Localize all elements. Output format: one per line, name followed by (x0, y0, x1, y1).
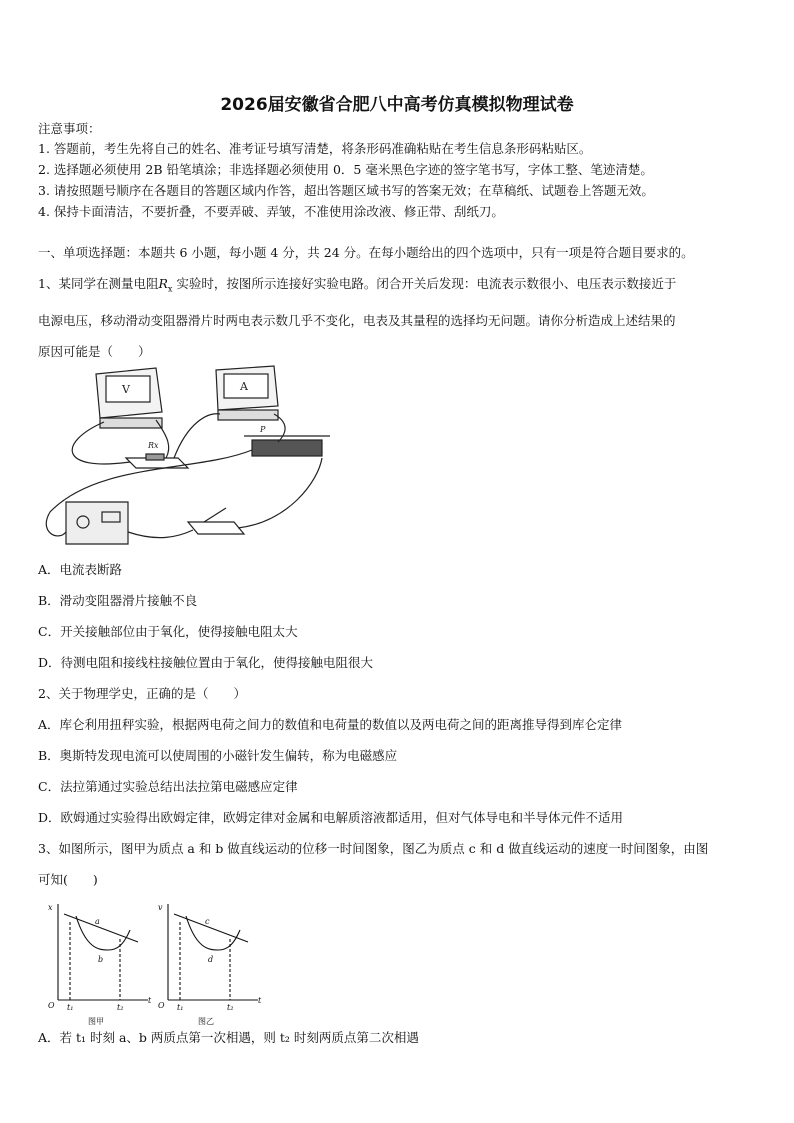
q1-stem-line3: 原因可能是（ ） (38, 344, 151, 359)
circuit-figure (38, 362, 338, 552)
t2-label: t₂ (117, 1003, 124, 1012)
q1-option-c[interactable]: C．开关接触部位由于氧化，使得接触电阻太大 (38, 624, 298, 639)
q2-option-c[interactable]: C．法拉第通过实验总结出法拉第电磁感应定律 (38, 779, 298, 794)
voltmeter (96, 368, 162, 428)
motion-graphs (38, 900, 268, 1026)
t2-label: t₂ (227, 1003, 234, 1012)
x-axis-label: t (148, 996, 152, 1005)
q1-text: 1、某同学在测量电阻 (38, 276, 159, 291)
line-label: c (205, 917, 210, 926)
ammeter (216, 366, 278, 420)
t1-label: t₁ (67, 1003, 74, 1012)
q2-option-b[interactable]: B．奥斯特发现电流可以使周围的小磁针发生偏转，称为电磁感应 (38, 748, 398, 763)
graph-caption: 图甲 (88, 1017, 104, 1026)
t1-label: t₁ (177, 1003, 184, 1012)
graph-yi (158, 903, 262, 1026)
power-supply (66, 502, 128, 544)
resistor-rx (126, 441, 188, 468)
origin-label: O (158, 1001, 165, 1010)
voltmeter-label: V (122, 383, 130, 396)
note-item: 1. 答题前，考生先将自己的姓名、准考证号填写清楚，将条形码准确粘贴在考生信息条形码粘贴区。 (38, 141, 592, 156)
y-axis-label: x (48, 903, 53, 912)
graph-caption: 图乙 (198, 1017, 214, 1026)
curve-label: d (208, 955, 214, 964)
rx-subscript: x (167, 284, 173, 294)
curve-label: b (98, 955, 104, 964)
x-axis-label: t (258, 996, 262, 1005)
q3-option-a[interactable]: A．若 t₁ 时刻 a、b 两质点第一次相遇，则 t₂ 时刻两质点第二次相遇 (38, 1030, 419, 1045)
note-item: 2. 选择题必须使用 2B 铅笔填涂；非选择题必须使用 0．5 毫米黑色字迹的签字笔书写，字体工整、笔迹清楚。 (38, 162, 653, 177)
slider-label: P (260, 425, 266, 434)
q1-text: 实验时，按图所示连接好实验电路。闭合开关后发现：电流表示数很小、电压表示数接近于 (176, 276, 677, 291)
ammeter-label: A (240, 380, 248, 393)
section-heading: 一、单项选择题：本题共 6 小题，每小题 4 分，共 24 分。在每小题给出的四个选项中，只有一项是符合题目要求的。 (38, 245, 694, 260)
line-label: a (95, 917, 100, 926)
q2-stem: 2、关于物理学史，正确的是（ ） (38, 686, 246, 701)
q3-stem-line1: 3、如图所示，图甲为质点 a 和 b 做直线运动的位移一时间图象，图乙为质点 c 和 d 做直线运动的速度一时间图象，由图 (38, 841, 709, 856)
notes-heading: 注意事项： (38, 121, 101, 136)
rheostat (244, 425, 330, 456)
q2-option-a[interactable]: A．库仑利用扭秤实验，根据两电荷之间力的数值和电荷量的数值以及两电荷之间的距离推导得到库仑定律 (38, 717, 623, 732)
q1-stem-line1 (38, 276, 676, 298)
q1-option-a[interactable]: A．电流表断路 (38, 562, 123, 577)
rx-symbol: R (158, 276, 168, 291)
q1-option-d[interactable]: D．待测电阻和接线柱接触位置由于氧化，使得接触电阻很大 (38, 655, 374, 670)
resistor-label: Rx (148, 441, 159, 450)
q2-option-d[interactable]: D．欧姆通过实验得出欧姆定律，欧姆定律对金属和电解质溶液都适用，但对气体导电和半导体元件不适用 (38, 810, 624, 825)
y-axis-label: v (158, 903, 163, 912)
note-item: 3. 请按照题号顺序在各题目的答题区域内作答，超出答题区域书写的答案无效；在草稿纸、试题卷上答题无效。 (38, 183, 654, 198)
q3-stem-line2: 可知( ) (38, 872, 98, 887)
origin-label: O (48, 1001, 55, 1010)
note-item: 4. 保持卡面清洁，不要折叠，不要弄破、弄皱，不准使用涂改液、修正带、刮纸刀。 (38, 204, 504, 219)
page-title: 2026届安徽省合肥八中高考仿真模拟物理试卷 (220, 95, 574, 115)
q1-option-b[interactable]: B．滑动变阻器滑片接触不良 (38, 593, 198, 608)
q1-stem-line2: 电源电压，移动滑动变阻器滑片时两电表示数几乎不变化，电表及其量程的选择均无问题。请你分析造成上述结果的 (38, 313, 676, 328)
switch (188, 508, 244, 534)
graph-jia (48, 903, 152, 1026)
